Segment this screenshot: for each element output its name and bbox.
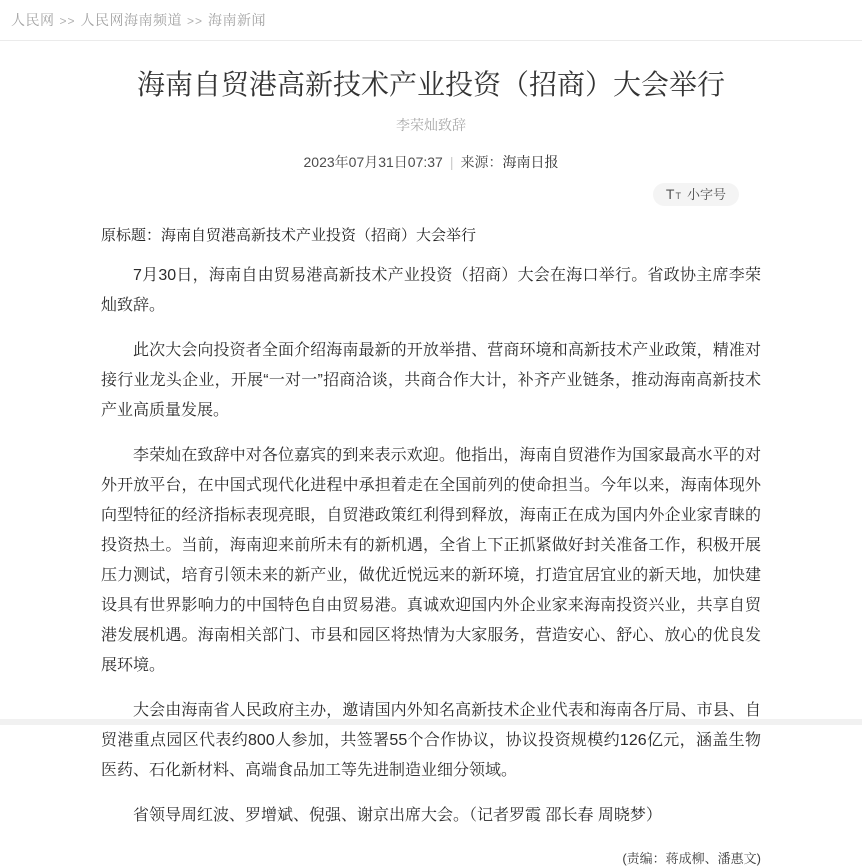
source-label: 来源： xyxy=(460,154,503,170)
article-body xyxy=(101,261,761,831)
editors-credit: (责编：蒋成柳、潘惠文) xyxy=(622,851,761,866)
header-divider xyxy=(0,40,862,41)
breadcrumb-link-hainan-news[interactable]: 海南新闻 xyxy=(208,12,267,28)
page-title: 海南自贸港高新技术产业投资（招商）大会举行 xyxy=(136,69,725,100)
meta-separator: | xyxy=(449,154,454,170)
article-paragraph: 省领导周红波、罗增斌、倪强、谢京出席大会。（记者罗霞 邵长春 周晓梦） xyxy=(133,807,662,824)
font-size-label: 小字号 xyxy=(686,186,726,202)
font-size-icon: T T xyxy=(665,186,681,202)
source-link[interactable]: 海南日报 xyxy=(502,154,559,170)
original-title xyxy=(101,225,761,246)
publish-date: 2023年07月31日07:37 xyxy=(303,154,443,170)
breadcrumb-separator: >> xyxy=(59,14,76,28)
breadcrumb xyxy=(0,0,862,40)
original-title-label: 原标题： xyxy=(101,227,162,244)
article-toolbar xyxy=(101,183,761,206)
article-container xyxy=(101,67,761,867)
article-paragraph: 此次大会向投资者全面介绍海南最新的开放举措、营商环境和高新技术产业政策，精准对接行业龙头企业，开展“一对一”招商洽谈，共商合作大计，补齐产业链条，推动海南高新技术产业高质量发展。 xyxy=(101,342,761,419)
breadcrumb-link-hainan-channel[interactable]: 人民网海南频道 xyxy=(80,12,183,28)
footer-strip xyxy=(0,719,862,725)
article-meta xyxy=(101,152,761,172)
breadcrumb-link-peoples-daily[interactable]: 人民网 xyxy=(11,12,55,28)
article-paragraph: 7月30日，海南自由贸易港高新技术产业投资（招商）大会在海口举行。省政协主席李荣灿致辞。 xyxy=(101,267,761,314)
breadcrumb-separator: >> xyxy=(187,14,204,28)
original-title-text: 海南自贸港高新技术产业投资（招商）大会举行 xyxy=(161,227,477,244)
font-size-button[interactable] xyxy=(653,183,739,206)
article-paragraph: 李荣灿在致辞中对各位嘉宾的到来表示欢迎。他指出，海南自贸港作为国家最高水平的对外开放平台，在中国式现代化进程中承担着走在全国前列的使命担当。今年以来，海南体现外向型特征的经济指标表现亮眼，自贸港政策红利得到释放，海南正在成为国内外企业家青睐的投资热土。当前，海南迎来前所未有的新机遇，全省上下正抓紧做好封关准备工作，积极开展压力测试，培育引领未来的新产业，做优近悦远来的新环境，打造宜居宜业的新天地，加快建设具有世界影响力的中国特色自由贸易港。真诚欢迎国内外企业家来海南投资兴业，共享自贸港发展机遇。海南相关部门、市县和园区将热情为大家服务，营造安心、舒心、放心的优良发展环境。 xyxy=(101,447,761,674)
article-subtitle: 李荣灿致辞 xyxy=(396,117,466,133)
article-paragraph: 大会由海南省人民政府主办，邀请国内外知名高新技术企业代表和海南各厅局、市县、自贸港重点园区代表约800人参加，共签署55个合作协议，协议投资规模约126亿元，涵盖生物医药、石化新材料、高端食品加工等先进制造业细分领域。 xyxy=(101,702,761,779)
